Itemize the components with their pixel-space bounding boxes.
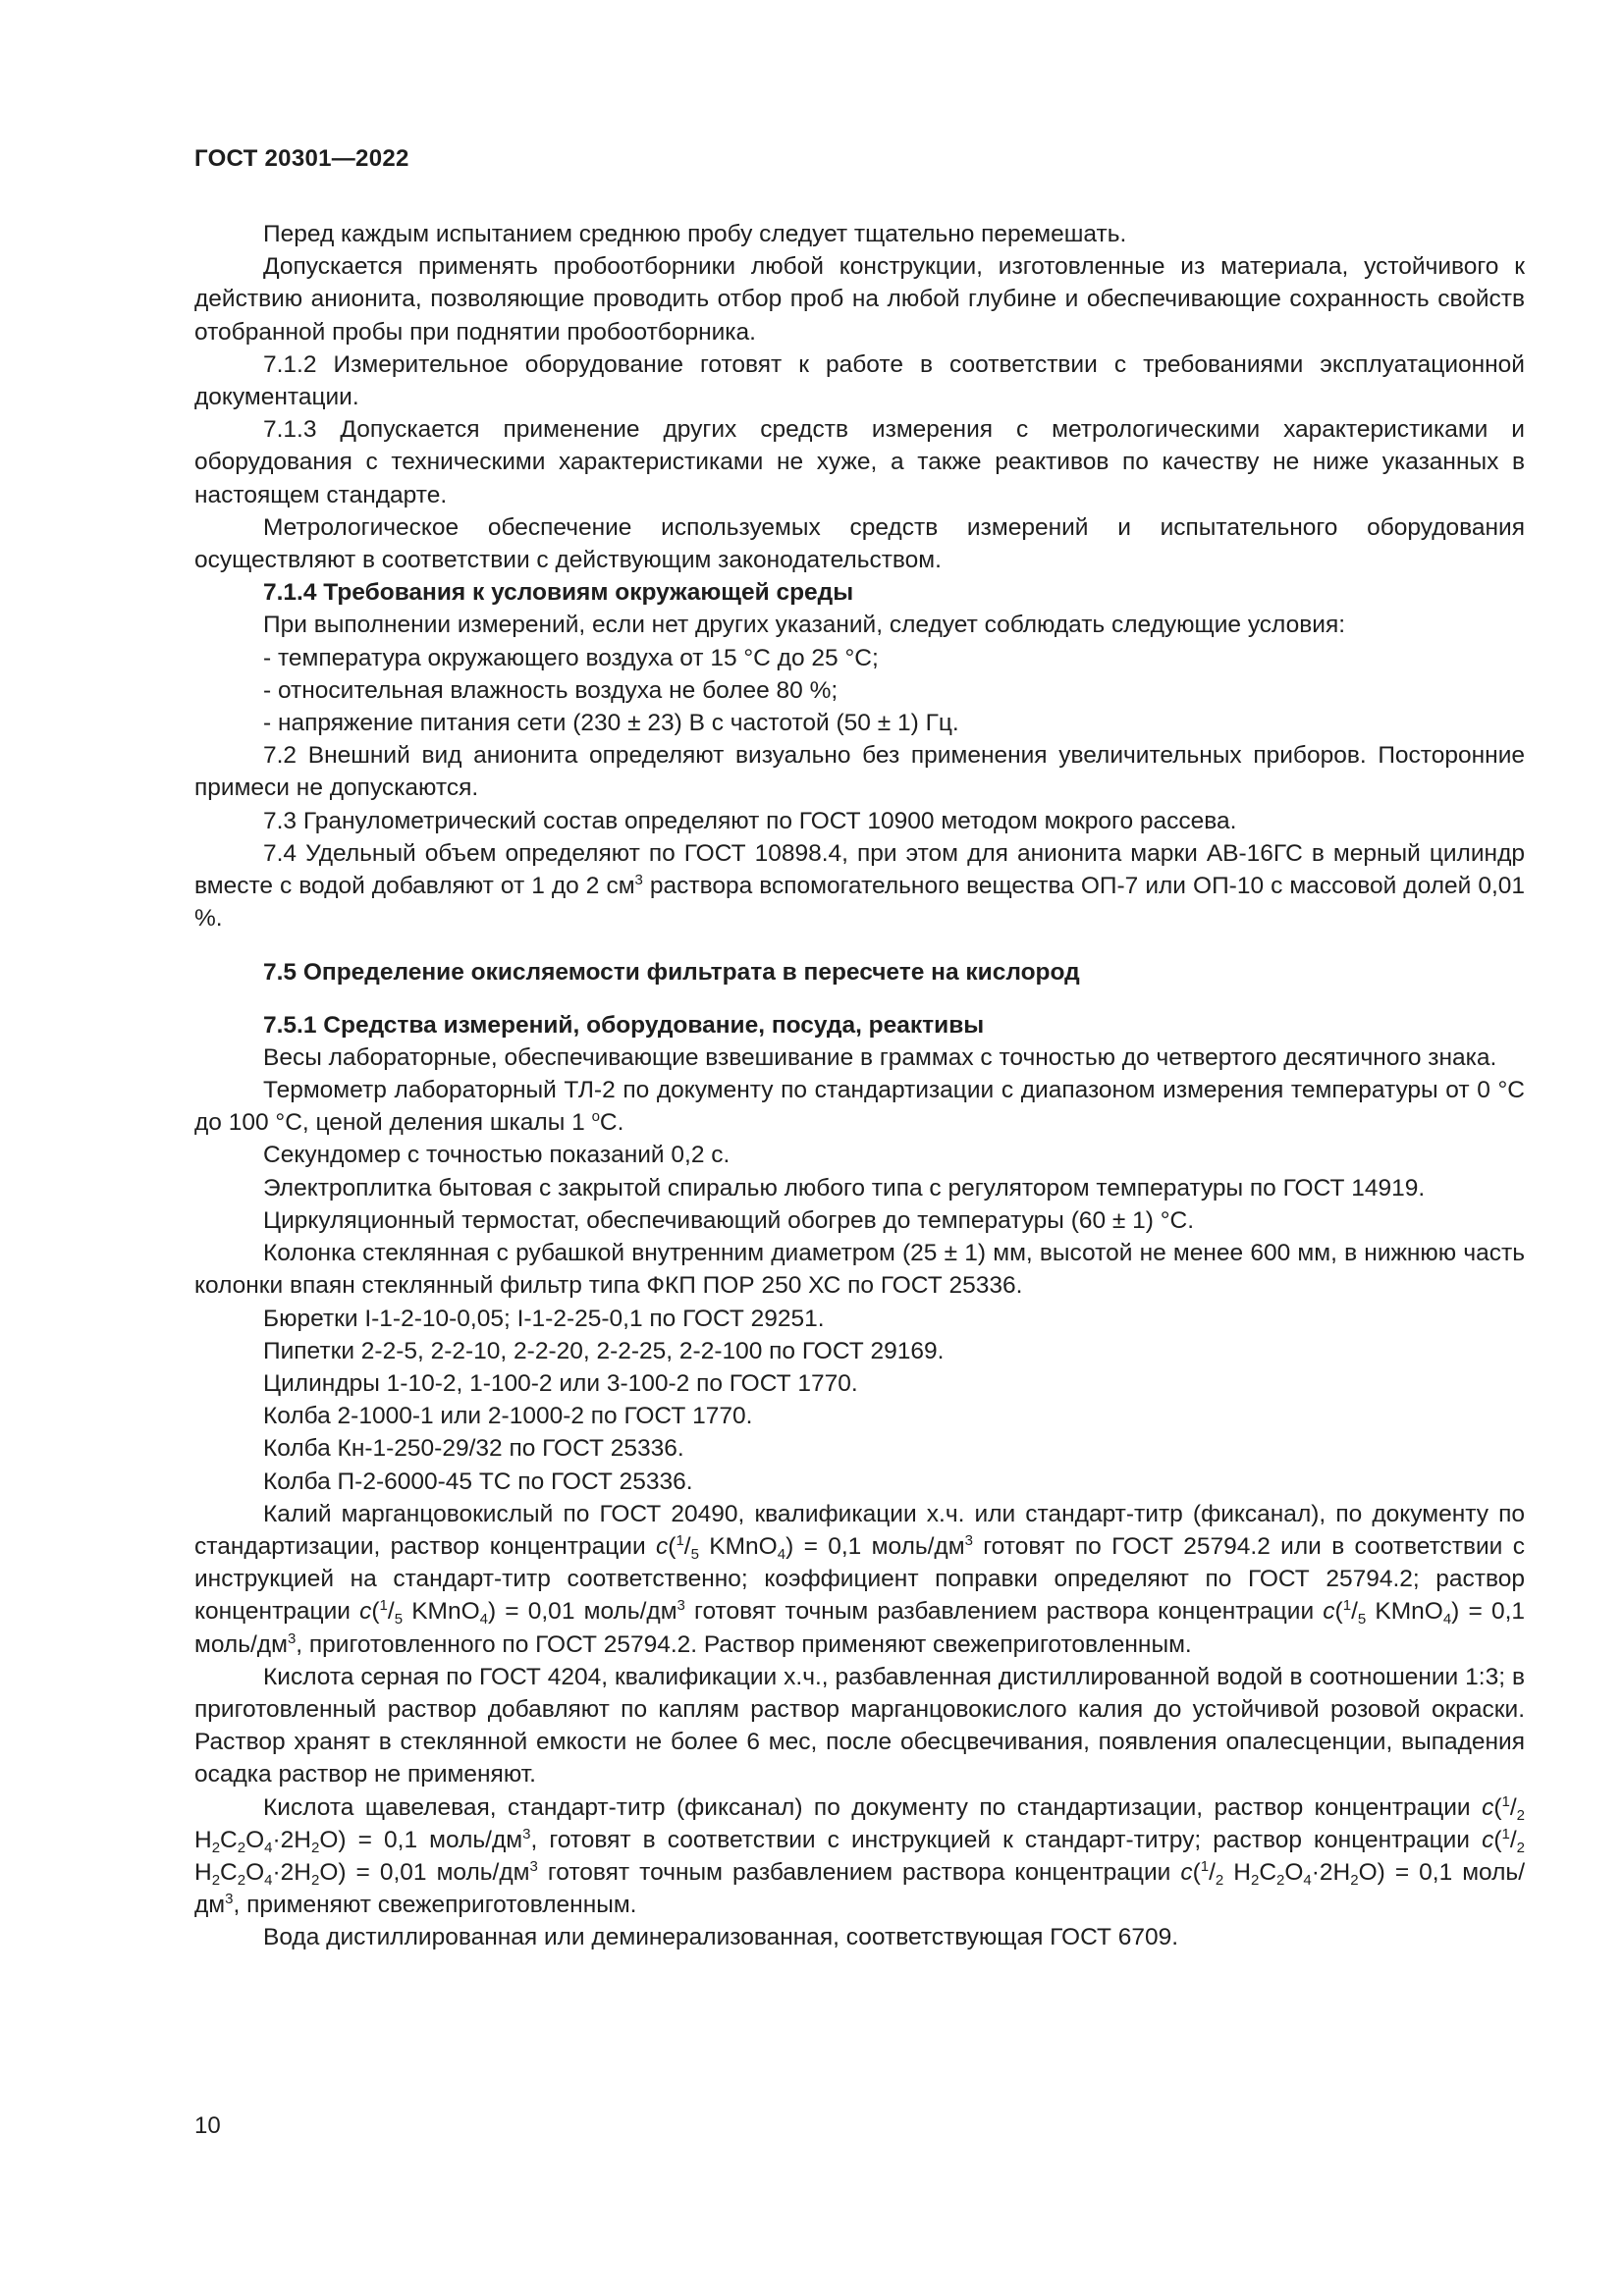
paragraph: При выполнении измерений, если нет других указаний, следует соблюдать следующие условия: <box>263 612 1346 639</box>
paragraph-kmno4: Калий марганцовокислый по ГОСТ 20490, квалификации х.ч. или стандарт-титр (фиксанал), по документу по стандартизации, раствор концентрации $c(^1/_5$ KMnO$_4$) = 0,1 моль/$дм^3$ готовят по ГОСТ 25794.2 или в соответствии с инструкцией на стандарт-титр соответственно; коэффициент поправки определяют по ГОСТ 25794.2; раствор концентрации $c(^1/_5$ KMnO$_4$) = 0,01 моль/$дм^3$ готовят точным разбавлением раствора концентрации $c(^1/_5$ KMnO$_4$) = 0,1 моль/$дм^3$, приготовленного по ГОСТ 25794.2. Раствор применяют свежеприготовленным. <box>194 1500 1526 1658</box>
list-item: Колба 2-1000-1 или 2-1000-2 по ГОСТ 1770. <box>263 1403 753 1430</box>
paragraph: Колонка стеклянная с рубашкой внутренним диаметром (25 ± 1) мм, высотой не менее 600 мм, в нижнюю часть колонки впаян стеклянный фильтр типа ФКП ПОР 250 ХС по ГОСТ 25336. <box>194 1240 1525 1300</box>
list-item: - напряжение питания сети (230 ± 23) В с частотой (50 ± 1) Гц. <box>263 710 959 737</box>
paragraph: Весы лабораторные, обеспечивающие взвешивание в граммах с точностью до четвертого десятичного знака. <box>263 1043 1497 1071</box>
paragraph: 7.1.3 Допускается применение других средств измерения с метрологическими характеристиками и оборудования с техническими характеристиками не хуже, а также реактивов по качеству не ниже указанных в настоящем стандарте. <box>194 416 1525 508</box>
page-number: 10 <box>194 2112 221 2139</box>
paragraph: Термометр лабораторный ТЛ-2 по документу по стандартизации с диапазоном измерения температуры от 0 °С до 100 °С, ценой деления шкалы 1 $^о$С. <box>194 1077 1525 1137</box>
list-item: Пипетки 2-2-5, 2-2-10, 2-2-20, 2-2-25, 2-2-100 по ГОСТ 29169. <box>263 1337 945 1364</box>
paragraph: Метрологическое обеспечение используемых средств измерений и испытательного оборудования осуществляют в соответствии с действующим законодательством. <box>194 513 1525 574</box>
list-item: - температура окружающего воздуха от 15 °С до 25 °С; <box>263 644 879 671</box>
section-heading-7-1-4: 7.1.4 Требования к условиям окружающей среды <box>263 579 854 607</box>
list-item: Колба Кн-1-250-29/32 по ГОСТ 25336. <box>263 1435 684 1463</box>
paragraph: Электроплитка бытовая с закрытой спиралью любого типа с регулятором температуры по ГОСТ 14919. <box>263 1174 1426 1201</box>
paragraph: Кислота серная по ГОСТ 4204, квалификации х.ч., разбавленная дистиллированной водой в соотношении 1:3; в приготовленный раствор добавляют по каплям раствор марганцовокислого калия до устойчивой розовой окраски. Раствор хранят в стеклянной емкости не более 6 мес, после обесцвечивания, появления опалесценции, выпадения осадка раствор не применяют. <box>194 1663 1525 1789</box>
document-header: ГОСТ 20301—2022 <box>194 145 409 172</box>
paragraph: 7.4 Удельный объем определяют по ГОСТ 10898.4, при этом для анионита марки АВ-16ГС в мерный цилиндр вместе с водой добавляют от 1 до 2 $см^3$ раствора вспомогательного вещества ОП-7 или ОП-10 с массовой долей 0,01 %. <box>194 839 1526 933</box>
list-item: Бюретки I-1-2-10-0,05; I-1-2-25-0,1 по ГОСТ 29251. <box>263 1305 825 1332</box>
paragraph: Перед каждым испытанием среднюю пробу следует тщательно перемешать. <box>263 221 1127 247</box>
paragraph: Вода дистиллированная или деминерализованная, соответствующая ГОСТ 6709. <box>263 1924 1179 1951</box>
list-item: Колба П-2-6000-45 ТС по ГОСТ 25336. <box>263 1468 693 1495</box>
paragraph: Допускается применять пробоотборники любой конструкции, изготовленные из материала, устойчивого к действию анионита, позволяющие проводить отбор проб на любой глубине и обеспечивающие сохранность свойств отобранной пробы при поднятии пробоотборника. <box>194 253 1525 346</box>
list-item: - относительная влажность воздуха не более 80 %; <box>263 676 839 704</box>
paragraph: Секундомер с точностью показаний 0,2 с. <box>263 1142 731 1169</box>
list-item: Цилиндры 1-10-2, 1-100-2 или 3-100-2 по ГОСТ 1770. <box>263 1369 858 1397</box>
paragraph-oxalic: Кислота щавелевая, стандарт-титр (фиксанал) по документу по стандартизации, раствор концентрации $c(^1/_2$ $H_2C_2O_4\cdot 2H_2O) = 0,1$ моль/$дм^3$, готовят в соответствии с инструкцией к стандарт-титру; раствор концентрации $c(^1/_2$ $H_2C_2O_4\cdot 2H_2O) = 0,01$ моль/$дм^3$ готовят точным разбавлением раствора концентрации $c(^1/_2$ $H_2C_2O_4\cdot 2H_2O) = 0,1$ моль/$дм^3$, применяют свежеприготовленным. <box>194 1792 1526 1919</box>
page-body <box>194 218 1525 1954</box>
paragraph: 7.1.2 Измерительное оборудование готовят к работе в соответствии с требованиями эксплуатационной документации. <box>194 350 1525 411</box>
section-heading-7-5: 7.5 Определение окисляемости фильтрата в пересчете на кислород <box>263 959 1080 987</box>
paragraph: 7.2 Внешний вид анионита определяют визуально без применения увеличительных приборов. Посторонние примеси не допускаются. <box>194 742 1525 802</box>
section-heading-7-5-1: 7.5.1 Средства измерений, оборудование, посуда, реактивы <box>263 1011 985 1039</box>
paragraph: Циркуляционный термостат, обеспечивающий обогрев до температуры (60 ± 1) °С. <box>263 1206 1195 1234</box>
paragraph: 7.3 Гранулометрический состав определяют по ГОСТ 10900 методом мокрого рассева. <box>263 807 1237 834</box>
